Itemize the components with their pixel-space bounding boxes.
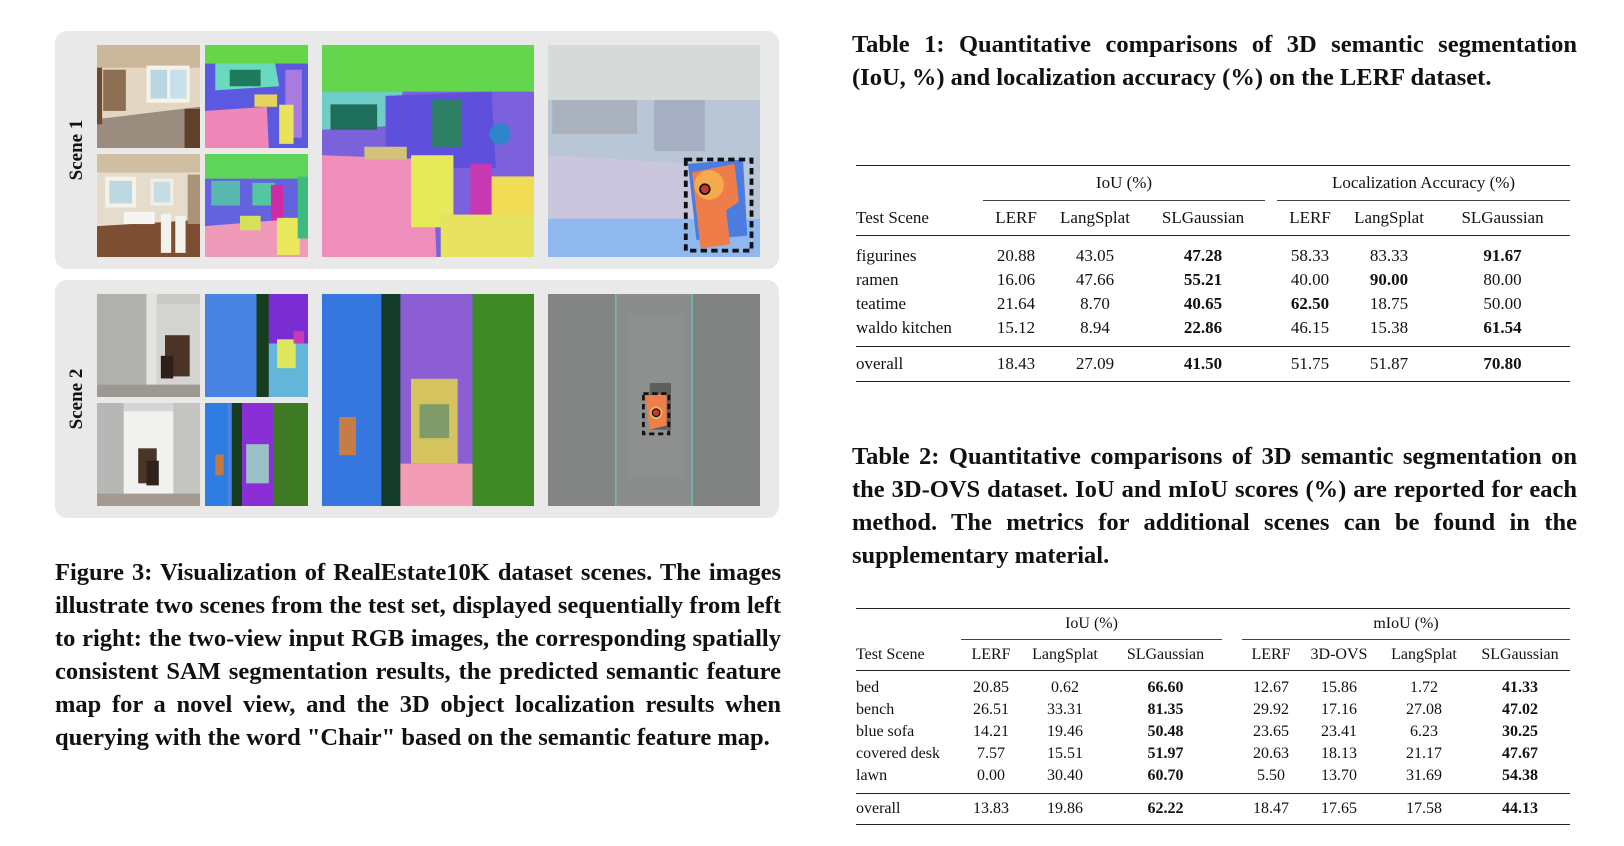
- value-cell: 51.87: [1343, 347, 1435, 382]
- scene-1-label-text: Scene 1: [66, 119, 87, 181]
- value-cell: 50.48: [1147, 723, 1184, 740]
- scene-name-cell: covered desk: [856, 745, 940, 762]
- value-cell: 15.12: [996, 318, 1036, 337]
- value-cell: 14.21: [973, 723, 1009, 740]
- value-cell: 22.86: [1183, 318, 1223, 337]
- table-row: [856, 671, 1570, 700]
- value-cell: 18.75: [1369, 294, 1409, 313]
- value-cell: 90.00: [1369, 270, 1409, 289]
- value-cell: 17.16: [1321, 701, 1357, 718]
- scene-1-sam-seg-1: [205, 45, 308, 148]
- figure-3-caption: Figure 3: Visualization of RealEstate10K dataset scenes. The images illustrate two scenes from the test set, displayed sequentially from left to right: the two-view input RGB images, the corresponding spatially consistent SAM segmentation results, the predicted semantic feature map for a novel view, and the 3D object localization results when querying with the word "Chair" based on the semantic feature map.: [55, 559, 781, 751]
- value-cell: 80.00: [1483, 270, 1522, 289]
- table-1-col-header: LERF: [1289, 208, 1331, 227]
- value-cell: 20.63: [1253, 745, 1289, 762]
- value-cell: 27.09: [1049, 347, 1141, 382]
- value-cell: 18.43: [983, 347, 1049, 382]
- scene-name-cell: blue sofa: [856, 723, 915, 740]
- table-2-group-header-row: [856, 609, 1570, 640]
- value-cell: 83.33: [1343, 236, 1435, 269]
- value-cell: 13.70: [1321, 767, 1357, 784]
- value-cell: 5.50: [1257, 767, 1285, 784]
- scene-name-cell: teatime: [856, 294, 907, 313]
- scene-name-cell: overall: [856, 347, 983, 382]
- value-cell: 21.64: [996, 294, 1036, 313]
- table-2-caption: Table 2: Quantitative comparisons of 3D semantic segmentation on the 3D-OVS dataset. IoU and mIoU scores (%) are reported for each method. The metrics for additional scenes can be found in the supplementary material.: [852, 443, 1577, 569]
- scene-2-sam-seg-1: [205, 294, 308, 397]
- table-2-col-header: LangSplat: [1032, 646, 1098, 663]
- scene-2-input-rgb-2: [97, 403, 200, 506]
- value-cell: 15.51: [1047, 745, 1083, 762]
- value-cell: 47.28: [1141, 236, 1265, 269]
- table-1-caption: Table 1: Quantitative comparisons of 3D semantic segmentation (IoU, %) and localization accuracy (%) on the LERF dataset.: [852, 31, 1577, 91]
- table-1-col-test-scene: Test Scene: [856, 207, 929, 227]
- value-cell: 33.31: [1047, 701, 1083, 718]
- value-cell: 54.38: [1502, 767, 1538, 784]
- scene-1-panel: [55, 31, 779, 269]
- value-cell: 8.94: [1080, 318, 1110, 337]
- scene-name-cell: waldo kitchen: [856, 318, 952, 337]
- value-cell: 8.70: [1080, 294, 1110, 313]
- table-2-column-header-row: [856, 640, 1570, 671]
- value-cell: 17.65: [1300, 794, 1378, 825]
- value-cell: 20.85: [961, 671, 1021, 700]
- value-cell: 58.33: [1277, 236, 1343, 269]
- table-1-col-header: SLGaussian: [1161, 208, 1245, 227]
- value-cell: 20.88: [983, 236, 1049, 269]
- table-2-col-header: LERF: [971, 646, 1011, 663]
- value-cell: 47.66: [1075, 270, 1115, 289]
- scene-1-feature-map: [322, 45, 534, 257]
- table-row-overall: [856, 347, 1570, 382]
- value-cell: 62.22: [1109, 794, 1222, 825]
- scene-2-feature-map: [322, 294, 534, 506]
- table-2-col-test-scene: Test Scene: [856, 645, 925, 663]
- scene-name-cell: figurines: [856, 236, 983, 269]
- value-cell: 91.67: [1435, 236, 1570, 269]
- value-cell: 6.23: [1410, 723, 1438, 740]
- table-1-col-header: SLGaussian: [1461, 208, 1544, 227]
- scene-1-input-rgb-1: [97, 45, 200, 148]
- table-1: [856, 165, 1570, 382]
- value-cell: 46.15: [1290, 318, 1330, 337]
- value-cell: 70.80: [1435, 347, 1570, 382]
- scene-2-localization: [548, 294, 760, 506]
- value-cell: 13.83: [961, 794, 1021, 825]
- table-1-group-localization: Localization Accuracy (%): [1277, 166, 1570, 201]
- scene-2-label-text: Scene 2: [66, 368, 87, 430]
- table-1-col-header: LERF: [995, 208, 1037, 227]
- value-cell: 0.62: [1021, 671, 1109, 700]
- value-cell: 47.02: [1502, 701, 1538, 718]
- value-cell: 61.54: [1483, 318, 1522, 337]
- value-cell: 17.58: [1378, 794, 1470, 825]
- scene-name-cell: overall: [856, 794, 961, 825]
- value-cell: 40.65: [1183, 294, 1223, 313]
- value-cell: 29.92: [1253, 701, 1289, 718]
- scene-1-sam-seg-2: [205, 154, 308, 257]
- scene-name-cell: bed: [856, 671, 961, 700]
- table-2: [856, 608, 1570, 825]
- scene-name-cell: bench: [856, 701, 895, 718]
- value-cell: 26.51: [973, 701, 1009, 718]
- value-cell: 50.00: [1483, 294, 1522, 313]
- value-cell: 30.40: [1047, 767, 1083, 784]
- table-2-group-iou: IoU (%): [961, 609, 1222, 640]
- value-cell: 19.46: [1047, 723, 1083, 740]
- value-cell: 23.41: [1321, 723, 1357, 740]
- table-1-col-header: LangSplat: [1354, 208, 1424, 227]
- value-cell: 1.72: [1378, 671, 1470, 700]
- table-2-col-header: LangSplat: [1391, 646, 1457, 663]
- value-cell: 51.97: [1147, 745, 1184, 762]
- scene-name-cell: ramen: [856, 270, 899, 289]
- value-cell: 41.33: [1470, 671, 1570, 700]
- value-cell: 30.25: [1502, 723, 1538, 740]
- table-1-column-header-row: [856, 201, 1570, 236]
- value-cell: 47.67: [1502, 745, 1538, 762]
- table-2-col-header: LERF: [1251, 646, 1291, 663]
- value-cell: 21.17: [1406, 745, 1442, 762]
- value-cell: 44.13: [1470, 794, 1570, 825]
- value-cell: 23.65: [1253, 723, 1289, 740]
- value-cell: 7.57: [977, 745, 1005, 762]
- value-cell: 18.13: [1321, 745, 1357, 762]
- table-1-group-iou: IoU (%): [983, 166, 1265, 201]
- value-cell: 15.38: [1369, 318, 1409, 337]
- value-cell: 15.86: [1300, 671, 1378, 700]
- table-2-col-header: 3D-OVS: [1310, 646, 1368, 663]
- value-cell: 18.47: [1242, 794, 1300, 825]
- value-cell: 43.05: [1049, 236, 1141, 269]
- table-row: [856, 743, 1570, 765]
- table-row-overall: [856, 794, 1570, 825]
- table-row: [856, 292, 1570, 316]
- scene-name-cell: lawn: [856, 767, 888, 784]
- table-row: [856, 721, 1570, 743]
- table-1-group-header-row: [856, 166, 1570, 201]
- value-cell: 12.67: [1242, 671, 1300, 700]
- scene-2-input-rgb-1: [97, 294, 200, 397]
- value-cell: 51.75: [1277, 347, 1343, 382]
- table-2-col-header: SLGaussian: [1481, 646, 1559, 663]
- table-row: [856, 236, 1570, 269]
- value-cell: 31.69: [1406, 767, 1442, 784]
- table-1-col-header: LangSplat: [1060, 208, 1130, 227]
- scene-1-localization: [548, 45, 760, 257]
- value-cell: 27.08: [1406, 701, 1442, 718]
- value-cell: 40.00: [1290, 270, 1330, 289]
- value-cell: 41.50: [1141, 347, 1265, 382]
- table-2-col-header: SLGaussian: [1126, 646, 1205, 663]
- scene-2-sam-seg-2: [205, 403, 308, 506]
- value-cell: 60.70: [1147, 767, 1184, 784]
- table-row: [856, 765, 1570, 794]
- table-row: [856, 316, 1570, 347]
- value-cell: 0.00: [977, 767, 1005, 784]
- value-cell: 81.35: [1147, 701, 1184, 718]
- table-row: [856, 268, 1570, 292]
- table-row: [856, 699, 1570, 721]
- value-cell: 16.06: [996, 270, 1036, 289]
- value-cell: 62.50: [1290, 294, 1330, 313]
- table-2-group-miou: mIoU (%): [1242, 609, 1570, 640]
- value-cell: 19.86: [1021, 794, 1109, 825]
- value-cell: 66.60: [1109, 671, 1222, 700]
- scene-1-input-rgb-2: [97, 154, 200, 257]
- value-cell: 55.21: [1183, 270, 1223, 289]
- scene-2-panel: [55, 280, 779, 518]
